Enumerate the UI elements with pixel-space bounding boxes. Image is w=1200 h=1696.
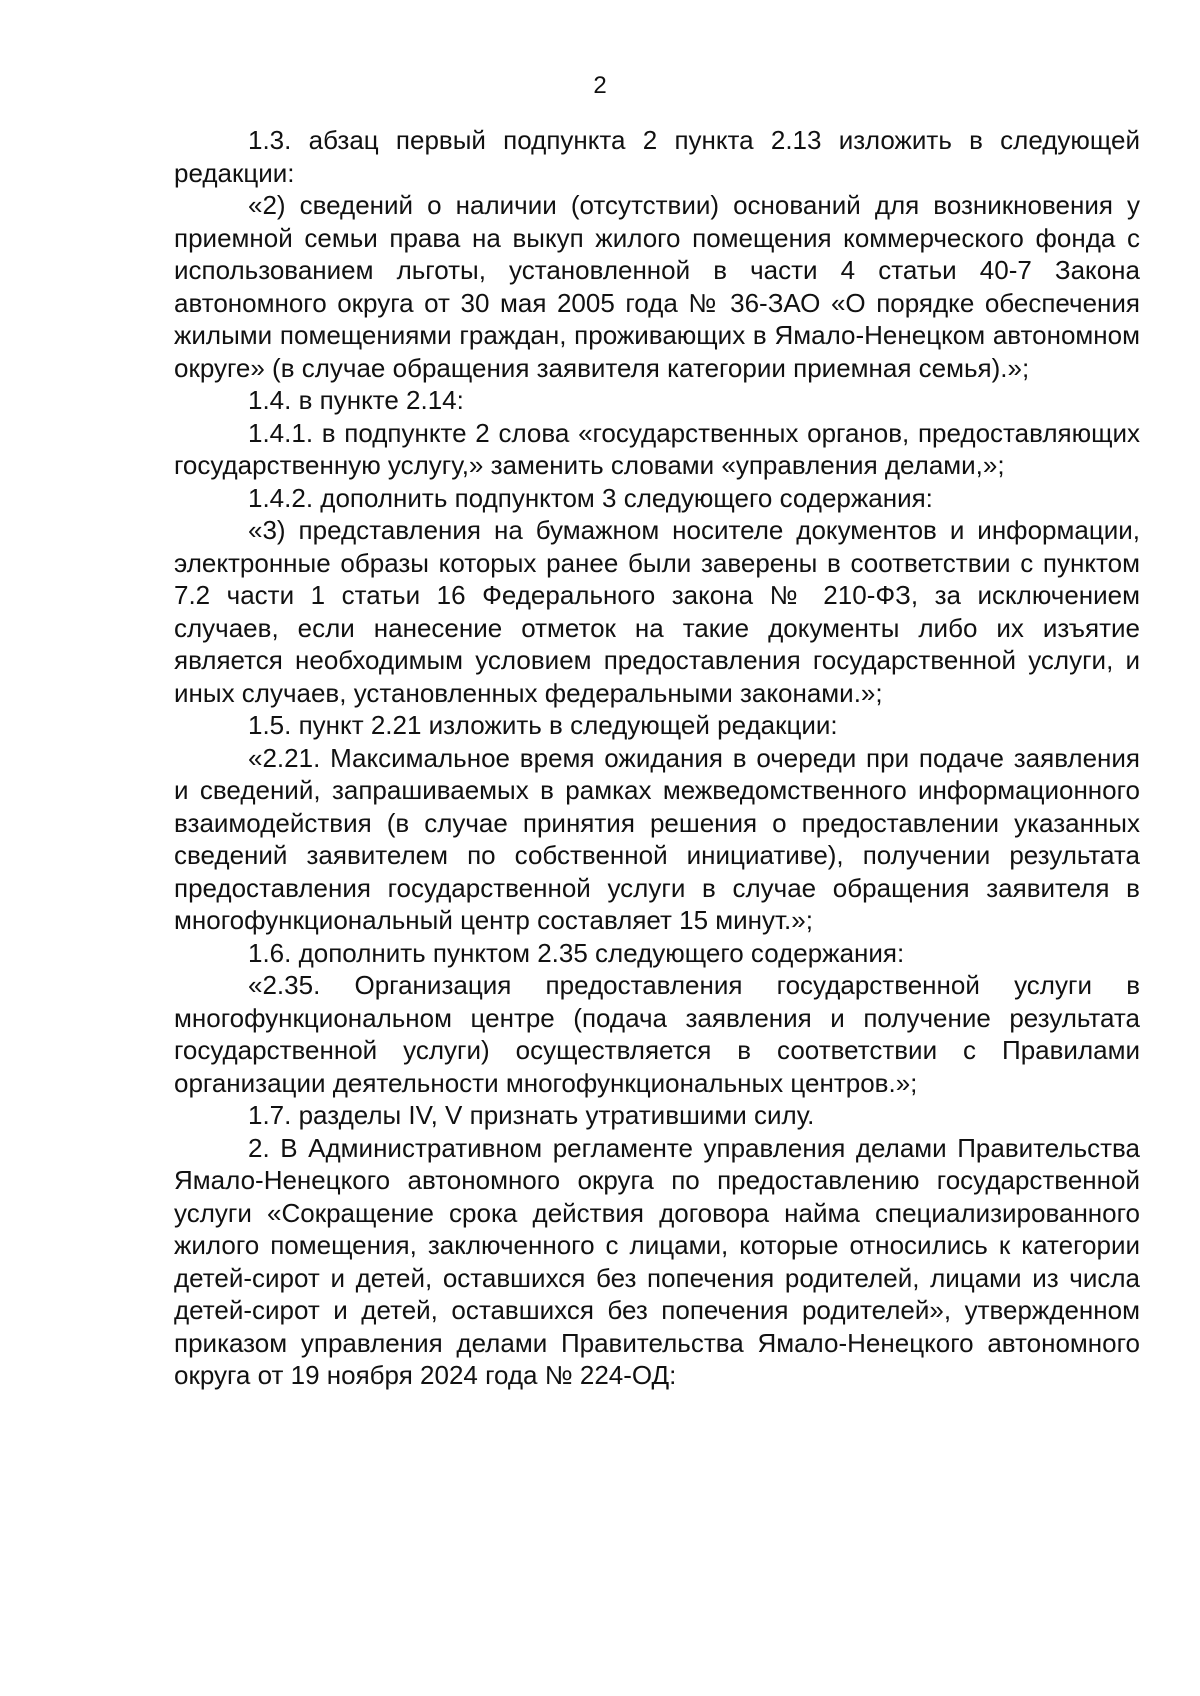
paragraph-1-3: 1.3. абзац первый подпункта 2 пункта 2.13 изложить в следующей редакции:: [174, 125, 1140, 188]
paragraph-1-6: 1.6. дополнить пунктом 2.35 следующего содержания:: [248, 937, 905, 968]
document-body: [174, 124, 1140, 1392]
paragraph-2: 2. В Административном регламенте управления делами Правительства Ямало-Ненецкого автономного округа по предоставлению государственной услуги «Сокращение срока действия договора найма специализированного жилого помещения, заключенного с лицами, которые относились к категории детей-сирот и детей, оставшихся без попечения родителей, лицами из числа детей-сирот и детей, оставшихся без попечения родителей», утвержденном приказом управления делами Правительства Ямало-Ненецкого автономного округа от 19 ноября 2024 года № 224-ОД:: [174, 1132, 1140, 1390]
paragraph-quote-2-21: «2.21. Максимальное время ожидания в очереди при подаче заявления и сведений, запрашиваемых в рамках межведомственного информационного взаимодействия (в случае принятия решения о предоставлении указанных сведений заявителем по собственной инициативе), получении результата предоставления государственной услуги в случае обращения заявителя в многофункциональный центр составляет 15 минут.»;: [174, 742, 1140, 935]
paragraph-quote-2: «2) сведений о наличии (отсутствии) оснований для возникновения у приемной семьи права на выкуп жилого помещения коммерческого фонда с использованием льготы, установленной в части 4 статьи 40-7 Закона автономного округа от 30 мая 2005 года № 36-ЗАО «О порядке обеспечения жилыми помещениями граждан, проживающих в Ямало-Ненецком автономном округе» (в случае обращения заявителя категории приемная семья).»;: [174, 190, 1140, 383]
paragraph-1-4-2: 1.4.2. дополнить подпунктом 3 следующего содержания:: [248, 482, 933, 513]
paragraph-quote-2-35: «2.35. Организация предоставления государственной услуги в многофункциональном центре (подача заявления и получение результата государственной услуги) осуществляется в соответствии с Правилами организации деятельности многофункциональных центров.»;: [174, 970, 1140, 1098]
paragraph-1-4-1: 1.4.1. в подпункте 2 слова «государственных органов, предоставляющих государственную услугу,» заменить словами «управления делами,»;: [174, 417, 1140, 480]
paragraph-quote-3: «3) представления на бумажном носителе документов и информации, электронные образы которых ранее были заверены в соответствии с пунктом 7.2 части 1 статьи 16 Федерального закона № 210-ФЗ, за исключением случаев, если нанесение отметок на такие документы либо их изъятие является необходимым условием предоставления государственной услуги, и иных случаев, установленных федеральными законами.»;: [174, 515, 1140, 708]
paragraph-1-4: 1.4. в пункте 2.14:: [248, 385, 464, 415]
paragraph-1-5: 1.5. пункт 2.21 изложить в следующей редакции:: [248, 710, 838, 740]
page-number: 2: [593, 72, 607, 99]
paragraph-1-7: 1.7. разделы IV, V признать утратившими силу.: [248, 1100, 815, 1130]
